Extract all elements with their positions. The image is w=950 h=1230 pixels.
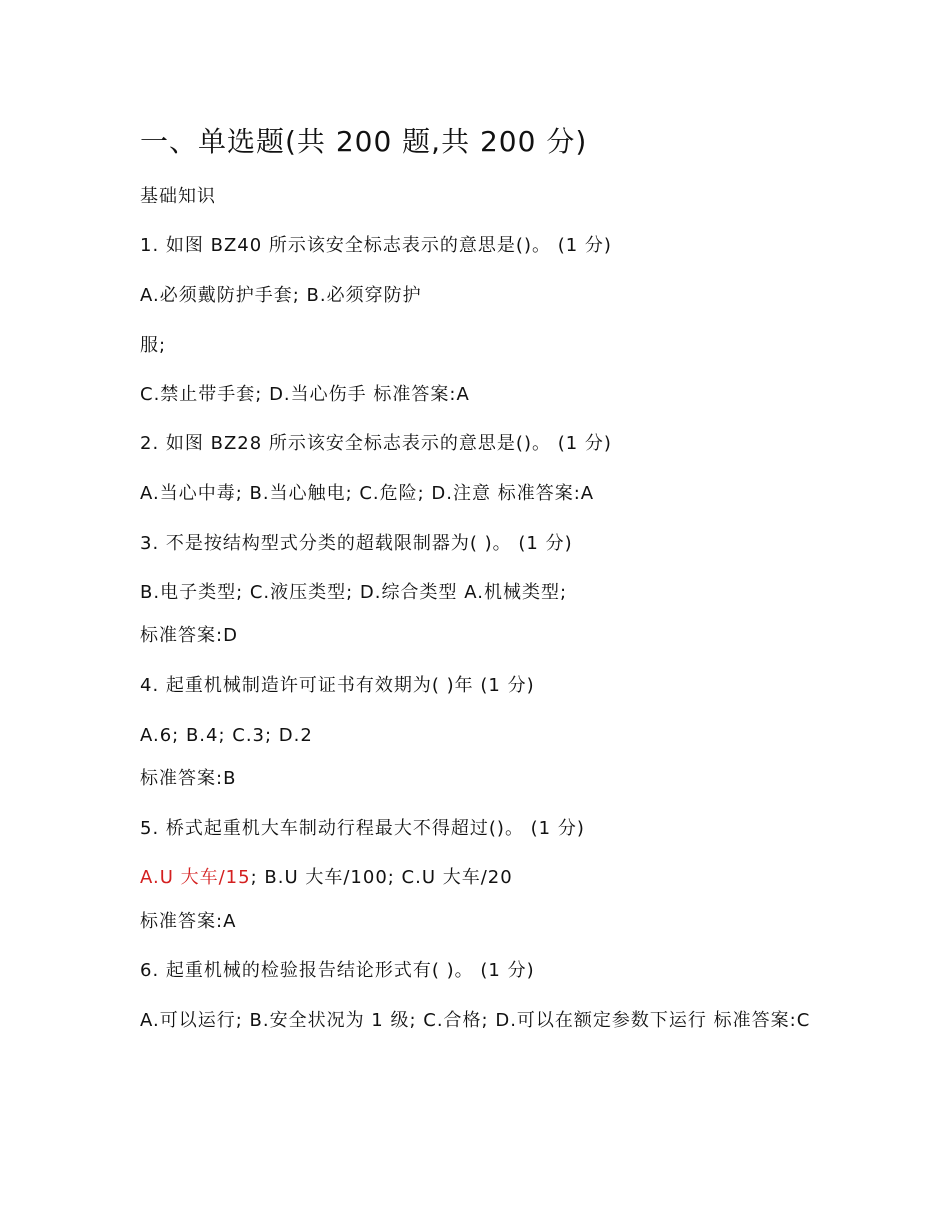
question-3-options: B.电子类型; C.液压类型; D.综合类型 A.机械类型; — [140, 582, 568, 603]
question-4: 4. 起重机械制造许可证书有效期为( )年 (1 分) — [140, 675, 535, 696]
question-1-options-continued: 服; — [140, 335, 167, 356]
question-6: 6. 起重机械的检验报告结论形式有( )。 (1 分) — [140, 960, 535, 981]
question-2: 2. 如图 BZ28 所示该安全标志表示的意思是()。 (1 分) — [140, 433, 612, 454]
question-5: 5. 桥式起重机大车制动行程最大不得超过()。 (1 分) — [140, 818, 585, 839]
question-3: 3. 不是按结构型式分类的超载限制器为( )。 (1 分) — [140, 533, 573, 554]
question-1-options: A.必须戴防护手套; B.必须穿防护 — [140, 285, 422, 306]
question-6-options-answer: A.可以运行; B.安全状况为 1 级; C.合格; D.可以在额定参数下运行 标准答案:C — [140, 1010, 811, 1031]
question-1-options-answer: C.禁止带手套; D.当心伤手 标准答案:A — [140, 384, 470, 405]
question-1: 1. 如图 BZ40 所示该安全标志表示的意思是()。 (1 分) — [140, 235, 612, 256]
section-heading: 基础知识 — [140, 186, 216, 207]
question-4-options: A.6; B.4; C.3; D.2 — [140, 725, 313, 746]
question-3-answer: 标准答案:D — [140, 625, 238, 646]
question-5-option-a-highlight: A.U 大车/15 — [140, 867, 251, 888]
page-title: 一、单选题(共 200 题,共 200 分) — [140, 125, 588, 158]
question-5-answer: 标准答案:A — [140, 911, 237, 932]
question-5-options-rest: ; B.U 大车/100; C.U 大车/20 — [250, 867, 513, 888]
question-5-options — [140, 866, 513, 890]
question-4-answer: 标准答案:B — [140, 768, 237, 789]
question-2-options-answer: A.当心中毒; B.当心触电; C.危险; D.注意 标准答案:A — [140, 483, 595, 504]
